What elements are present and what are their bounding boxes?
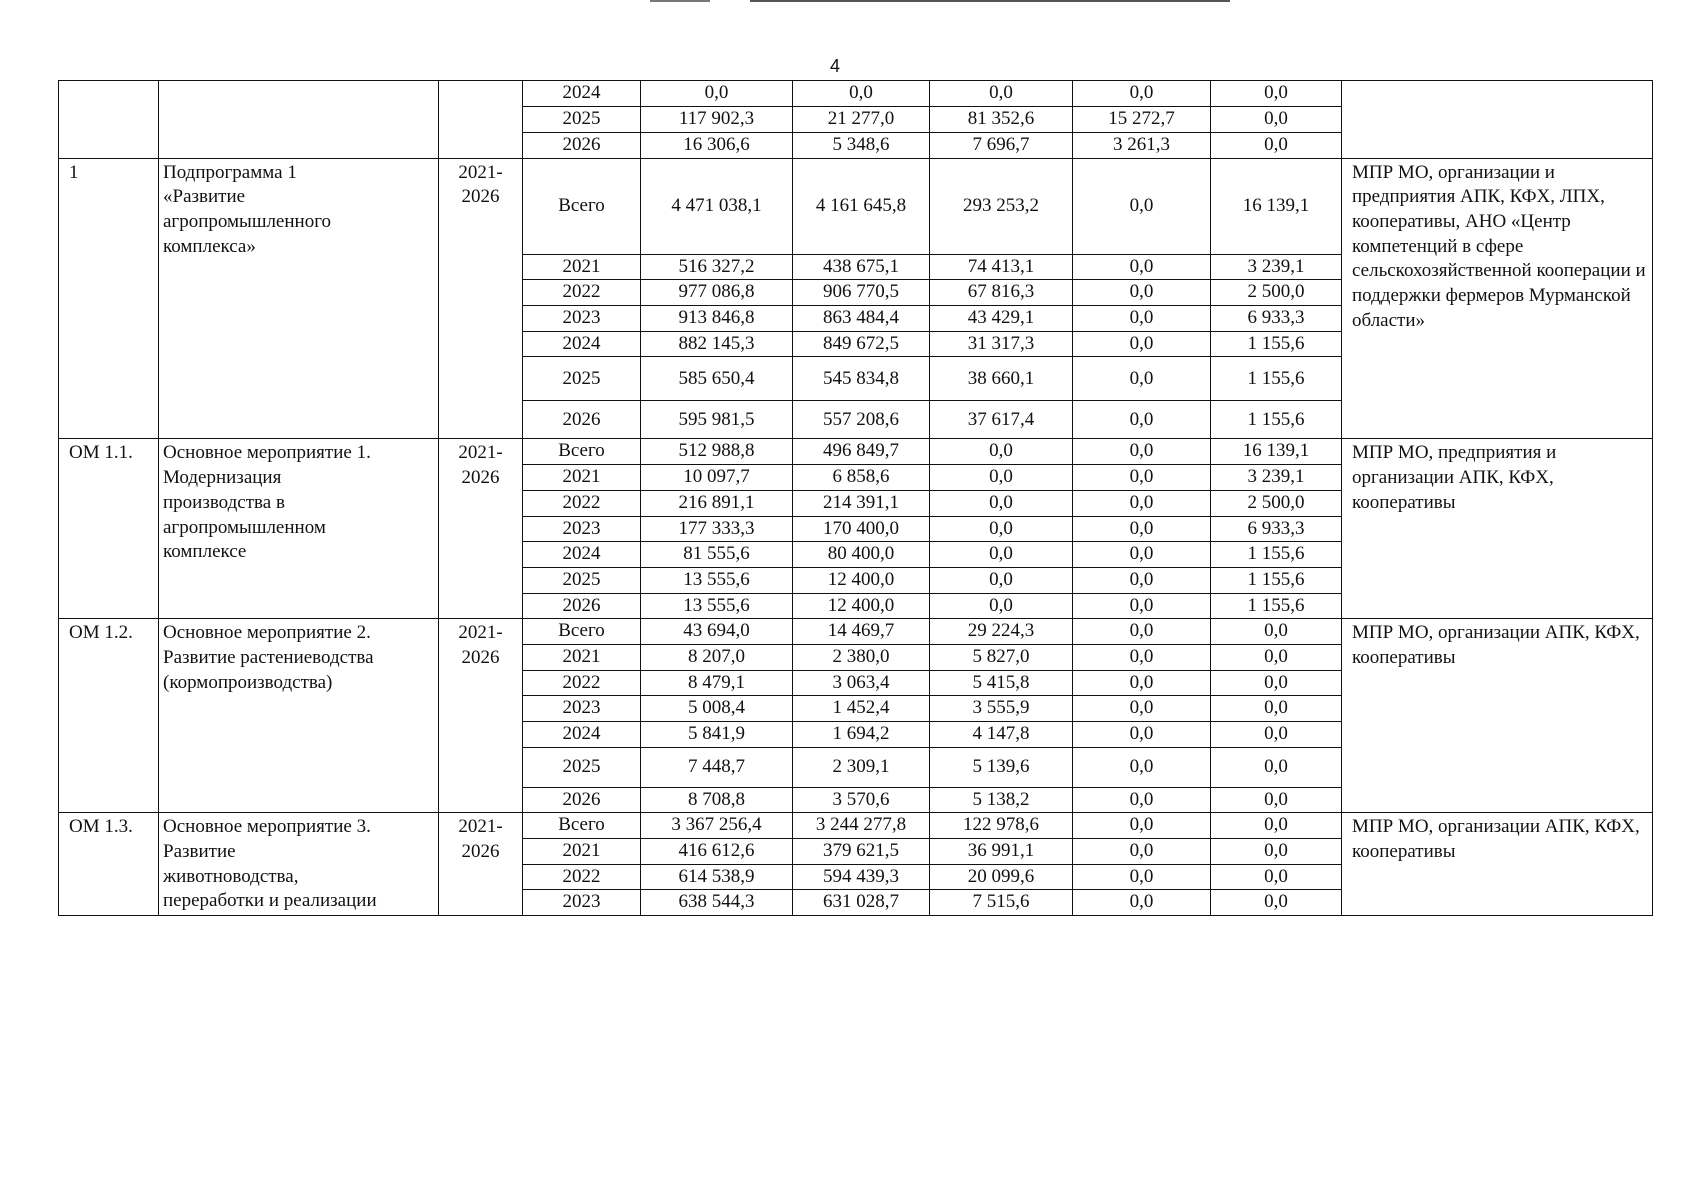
value-cell: 379 621,5 <box>793 839 930 865</box>
value-cell: 5 139,6 <box>930 747 1073 787</box>
value-cell: 37 617,4 <box>930 401 1073 439</box>
year-cell: 2021 <box>523 254 641 280</box>
text-line: 2021- <box>458 816 503 838</box>
program-code-cell: ОМ 1.2. <box>59 619 159 813</box>
value-cell: 0,0 <box>1073 890 1211 916</box>
period-cell <box>439 813 523 916</box>
text-line: агропромышленного <box>163 211 332 233</box>
value-cell: 20 099,6 <box>930 864 1073 890</box>
period-cell <box>439 439 523 619</box>
year-cell: 2023 <box>523 306 641 332</box>
year-cell: 2022 <box>523 864 641 890</box>
value-cell: 614 538,9 <box>641 864 793 890</box>
value-cell: 0,0 <box>1073 158 1211 254</box>
value-cell: 170 400,0 <box>793 516 930 542</box>
text-line: Развитие растениеводства <box>163 646 374 668</box>
value-cell: 0,0 <box>1211 787 1342 813</box>
value-cell: 38 660,1 <box>930 357 1073 401</box>
value-cell: 5 415,8 <box>930 670 1073 696</box>
value-cell: 5 348,6 <box>793 133 930 159</box>
value-cell: 0,0 <box>1073 864 1211 890</box>
value-cell: 0,0 <box>1211 864 1342 890</box>
value-cell: 496 849,7 <box>793 439 930 465</box>
table-body <box>59 81 1653 916</box>
value-cell: 3 239,1 <box>1211 254 1342 280</box>
value-cell: 0,0 <box>1073 439 1211 465</box>
year-cell: 2022 <box>523 280 641 306</box>
value-cell: 0,0 <box>1211 619 1342 645</box>
value-cell: 122 978,6 <box>930 813 1073 839</box>
table-row <box>59 813 1653 839</box>
value-cell: 3 244 277,8 <box>793 813 930 839</box>
value-cell: 5 827,0 <box>930 644 1073 670</box>
value-cell: 15 272,7 <box>1073 107 1211 133</box>
header-rule-short <box>650 0 710 2</box>
empty-executors-cell <box>1342 81 1653 159</box>
text-line: Модернизация <box>163 467 282 489</box>
value-cell: 3 367 256,4 <box>641 813 793 839</box>
value-cell: 12 400,0 <box>793 567 930 593</box>
value-cell: 177 333,3 <box>641 516 793 542</box>
value-cell: 0,0 <box>1211 644 1342 670</box>
value-cell: 6 933,3 <box>1211 516 1342 542</box>
text-line: Основное мероприятие 3. <box>163 816 371 838</box>
value-cell: 43 694,0 <box>641 619 793 645</box>
table-row <box>59 158 1653 254</box>
year-cell: 2022 <box>523 490 641 516</box>
year-cell: Всего <box>523 439 641 465</box>
text-line: 2021- <box>458 622 503 644</box>
program-name-cell <box>159 619 439 813</box>
value-cell: 0,0 <box>1073 542 1211 568</box>
text-line: агропромышленном <box>163 516 326 538</box>
value-cell: 1 155,6 <box>1211 331 1342 357</box>
value-cell: 7 696,7 <box>930 133 1073 159</box>
value-cell: 3 261,3 <box>1073 133 1211 159</box>
value-cell: 14 469,7 <box>793 619 930 645</box>
table-row <box>59 81 1653 107</box>
value-cell: 0,0 <box>1073 813 1211 839</box>
value-cell: 0,0 <box>1073 593 1211 619</box>
value-cell: 0,0 <box>1073 490 1211 516</box>
value-cell: 0,0 <box>1073 567 1211 593</box>
value-cell: 0,0 <box>1211 107 1342 133</box>
value-cell: 516 327,2 <box>641 254 793 280</box>
text-line: 2026 <box>461 841 500 863</box>
year-cell: Всего <box>523 158 641 254</box>
empty-period-cell <box>439 81 523 159</box>
year-cell: 2021 <box>523 465 641 491</box>
value-cell: 0,0 <box>1073 722 1211 748</box>
value-cell: 8 479,1 <box>641 670 793 696</box>
value-cell: 1 155,6 <box>1211 567 1342 593</box>
program-code-cell: ОМ 1.3. <box>59 813 159 916</box>
value-cell: 0,0 <box>930 81 1073 107</box>
text-line: Подпрограмма 1 <box>163 161 297 183</box>
value-cell: 0,0 <box>930 516 1073 542</box>
program-code-cell: 1 <box>59 158 159 439</box>
value-cell: 214 391,1 <box>793 490 930 516</box>
value-cell: 0,0 <box>1073 644 1211 670</box>
text-line: переработки и реализации <box>163 890 377 912</box>
value-cell: 0,0 <box>1073 331 1211 357</box>
value-cell: 0,0 <box>1073 747 1211 787</box>
value-cell: 3 570,6 <box>793 787 930 813</box>
value-cell: 0,0 <box>1211 813 1342 839</box>
value-cell: 3 555,9 <box>930 696 1073 722</box>
value-cell: 0,0 <box>930 439 1073 465</box>
value-cell: 0,0 <box>1073 619 1211 645</box>
table-row <box>59 619 1653 645</box>
value-cell: 4 161 645,8 <box>793 158 930 254</box>
value-cell: 13 555,6 <box>641 593 793 619</box>
empty-code-cell <box>59 81 159 159</box>
value-cell: 216 891,1 <box>641 490 793 516</box>
value-cell: 7 448,7 <box>641 747 793 787</box>
value-cell: 545 834,8 <box>793 357 930 401</box>
value-cell: 43 429,1 <box>930 306 1073 332</box>
value-cell: 1 452,4 <box>793 696 930 722</box>
value-cell: 16 139,1 <box>1211 158 1342 254</box>
value-cell: 10 097,7 <box>641 465 793 491</box>
value-cell: 557 208,6 <box>793 401 930 439</box>
value-cell: 0,0 <box>1211 696 1342 722</box>
text-line: 2021- <box>458 442 503 464</box>
value-cell: 0,0 <box>1211 747 1342 787</box>
value-cell: 1 155,6 <box>1211 357 1342 401</box>
program-name-cell <box>159 158 439 439</box>
value-cell: 31 317,3 <box>930 331 1073 357</box>
header-rule <box>750 0 1230 2</box>
value-cell: 0,0 <box>1211 839 1342 865</box>
value-cell: 36 991,1 <box>930 839 1073 865</box>
value-cell: 849 672,5 <box>793 331 930 357</box>
value-cell: 0,0 <box>793 81 930 107</box>
value-cell: 0,0 <box>1211 81 1342 107</box>
value-cell: 1 155,6 <box>1211 593 1342 619</box>
value-cell: 16 306,6 <box>641 133 793 159</box>
value-cell: 13 555,6 <box>641 567 793 593</box>
text-line: Основное мероприятие 2. <box>163 622 371 644</box>
page-number: 4 <box>829 56 840 76</box>
value-cell: 638 544,3 <box>641 890 793 916</box>
value-cell: 3 063,4 <box>793 670 930 696</box>
value-cell: 0,0 <box>1073 670 1211 696</box>
year-cell: 2024 <box>523 81 641 107</box>
value-cell: 80 400,0 <box>793 542 930 568</box>
value-cell: 1 694,2 <box>793 722 930 748</box>
executors-cell: МПР МО, организации АПК, КФХ, кооперативы <box>1342 813 1653 916</box>
value-cell: 12 400,0 <box>793 593 930 619</box>
year-cell: 2026 <box>523 593 641 619</box>
year-cell: 2023 <box>523 696 641 722</box>
value-cell: 0,0 <box>1073 787 1211 813</box>
value-cell: 0,0 <box>1211 890 1342 916</box>
value-cell: 3 239,1 <box>1211 465 1342 491</box>
text-line: 2026 <box>461 646 500 668</box>
year-cell: Всего <box>523 619 641 645</box>
value-cell: 0,0 <box>1211 133 1342 159</box>
executors-cell: МПР МО, организации и предприятия АПК, КФХ, ЛПХ, кооперативы, АНО «Центр компетенций в сфере сельскохозяйственной кооперации и поддержки фермеров Мурманской области» <box>1342 158 1653 439</box>
value-cell: 8 207,0 <box>641 644 793 670</box>
executors-cell: МПР МО, организации АПК, КФХ, кооперативы <box>1342 619 1653 813</box>
value-cell: 21 277,0 <box>793 107 930 133</box>
budget-table <box>58 80 1653 916</box>
value-cell: 438 675,1 <box>793 254 930 280</box>
value-cell: 2 500,0 <box>1211 490 1342 516</box>
year-cell: 2024 <box>523 542 641 568</box>
year-cell: 2024 <box>523 331 641 357</box>
value-cell: 913 846,8 <box>641 306 793 332</box>
year-cell: 2023 <box>523 890 641 916</box>
text-line: комплексе <box>163 541 247 563</box>
value-cell: 0,0 <box>1073 306 1211 332</box>
year-cell: 2021 <box>523 839 641 865</box>
value-cell: 0,0 <box>1073 465 1211 491</box>
text-line: (кормопроизводства) <box>163 671 333 693</box>
value-cell: 0,0 <box>1073 516 1211 542</box>
value-cell: 5 008,4 <box>641 696 793 722</box>
value-cell: 2 500,0 <box>1211 280 1342 306</box>
value-cell: 0,0 <box>1073 401 1211 439</box>
value-cell: 6 933,3 <box>1211 306 1342 332</box>
value-cell: 863 484,4 <box>793 306 930 332</box>
value-cell: 117 902,3 <box>641 107 793 133</box>
program-code-cell: ОМ 1.1. <box>59 439 159 619</box>
year-cell: 2025 <box>523 357 641 401</box>
value-cell: 631 028,7 <box>793 890 930 916</box>
value-cell: 416 612,6 <box>641 839 793 865</box>
value-cell: 1 155,6 <box>1211 401 1342 439</box>
value-cell: 5 138,2 <box>930 787 1073 813</box>
year-cell: 2026 <box>523 133 641 159</box>
value-cell: 906 770,5 <box>793 280 930 306</box>
value-cell: 0,0 <box>641 81 793 107</box>
value-cell: 6 858,6 <box>793 465 930 491</box>
value-cell: 81 555,6 <box>641 542 793 568</box>
period-cell <box>439 158 523 439</box>
year-cell: 2026 <box>523 787 641 813</box>
value-cell: 0,0 <box>1073 81 1211 107</box>
value-cell: 16 139,1 <box>1211 439 1342 465</box>
value-cell: 0,0 <box>930 490 1073 516</box>
value-cell: 0,0 <box>1073 839 1211 865</box>
value-cell: 2 309,1 <box>793 747 930 787</box>
value-cell: 4 147,8 <box>930 722 1073 748</box>
program-name-cell <box>159 813 439 916</box>
value-cell: 0,0 <box>1073 254 1211 280</box>
period-cell <box>439 619 523 813</box>
value-cell: 29 224,3 <box>930 619 1073 645</box>
text-line: животноводства, <box>163 865 299 887</box>
value-cell: 1 155,6 <box>1211 542 1342 568</box>
text-line: 2026 <box>461 186 500 208</box>
executors-cell: МПР МО, предприятия и организации АПК, КФХ, кооперативы <box>1342 439 1653 619</box>
year-cell: 2026 <box>523 401 641 439</box>
value-cell: 0,0 <box>1211 722 1342 748</box>
value-cell: 585 650,4 <box>641 357 793 401</box>
year-cell: 2025 <box>523 107 641 133</box>
value-cell: 0,0 <box>1073 357 1211 401</box>
empty-name-cell <box>159 81 439 159</box>
text-line: Развитие <box>163 841 236 863</box>
value-cell: 512 988,8 <box>641 439 793 465</box>
value-cell: 0,0 <box>930 567 1073 593</box>
text-line: комплекса» <box>163 235 256 257</box>
value-cell: 74 413,1 <box>930 254 1073 280</box>
text-line: «Развитие <box>163 186 246 208</box>
value-cell: 595 981,5 <box>641 401 793 439</box>
value-cell: 0,0 <box>930 593 1073 619</box>
value-cell: 81 352,6 <box>930 107 1073 133</box>
value-cell: 8 708,8 <box>641 787 793 813</box>
value-cell: 0,0 <box>1073 280 1211 306</box>
value-cell: 977 086,8 <box>641 280 793 306</box>
value-cell: 0,0 <box>930 465 1073 491</box>
text-line: 2021- <box>458 161 503 183</box>
year-cell: 2023 <box>523 516 641 542</box>
year-cell: 2022 <box>523 670 641 696</box>
text-line: 2026 <box>461 467 500 489</box>
value-cell: 2 380,0 <box>793 644 930 670</box>
text-line: производства в <box>163 491 285 513</box>
year-cell: 2021 <box>523 644 641 670</box>
value-cell: 0,0 <box>1211 670 1342 696</box>
value-cell: 594 439,3 <box>793 864 930 890</box>
year-cell: 2025 <box>523 567 641 593</box>
value-cell: 5 841,9 <box>641 722 793 748</box>
year-cell: 2024 <box>523 722 641 748</box>
value-cell: 4 471 038,1 <box>641 158 793 254</box>
value-cell: 7 515,6 <box>930 890 1073 916</box>
year-cell: 2025 <box>523 747 641 787</box>
value-cell: 0,0 <box>1073 696 1211 722</box>
program-name-cell <box>159 439 439 619</box>
value-cell: 882 145,3 <box>641 331 793 357</box>
year-cell: Всего <box>523 813 641 839</box>
table-row <box>59 439 1653 465</box>
value-cell: 293 253,2 <box>930 158 1073 254</box>
value-cell: 67 816,3 <box>930 280 1073 306</box>
text-line: Основное мероприятие 1. <box>163 442 371 464</box>
value-cell: 0,0 <box>930 542 1073 568</box>
